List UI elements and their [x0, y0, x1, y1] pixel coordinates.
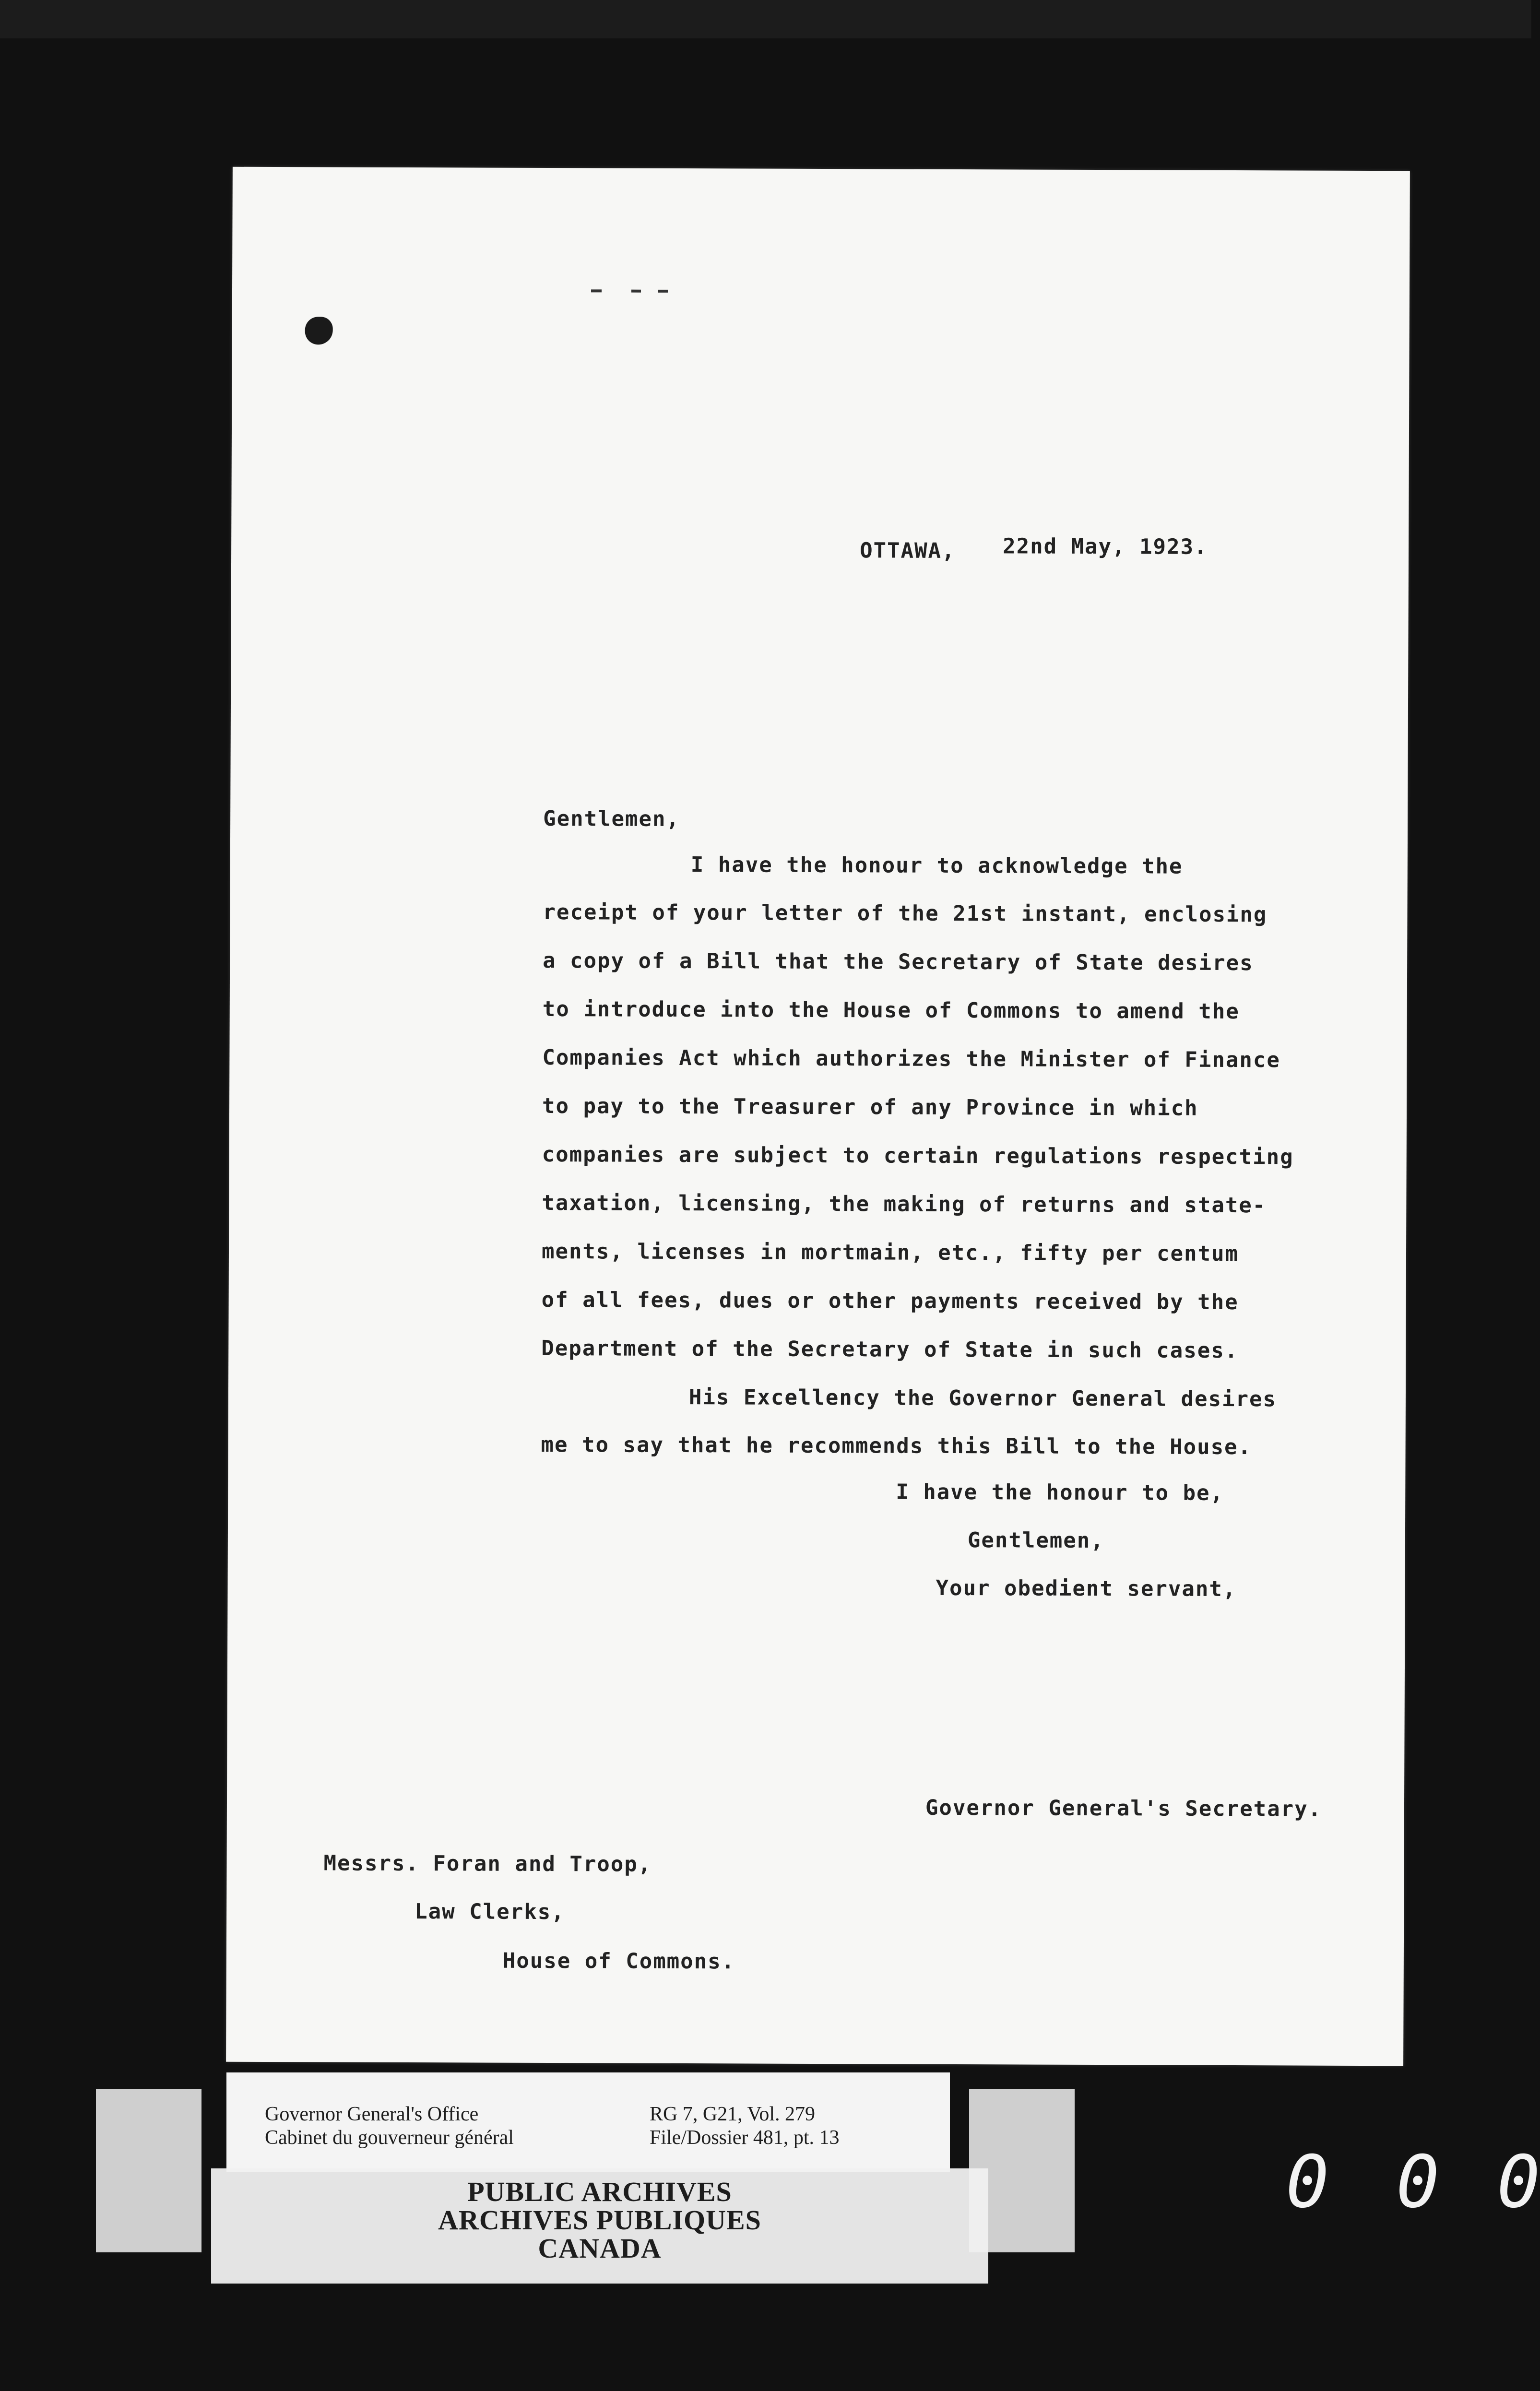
closing-line: Your obedient servant,	[936, 1575, 1237, 1602]
stray-mark	[631, 290, 641, 293]
body-line: to pay to the Treasurer of any Province in which	[542, 1093, 1198, 1121]
frame-number-digit: 0	[1497, 2141, 1540, 2224]
archive-name-fr: ARCHIVES PUBLIQUES	[438, 2204, 761, 2236]
office-name-en: Governor General's Office	[265, 2103, 479, 2125]
archive-name-en: PUBLIC ARCHIVES	[467, 2176, 732, 2207]
archive-reference: File/Dossier 481, pt. 13	[650, 2127, 840, 2149]
closing-line: I have the honour to be,	[896, 1480, 1224, 1505]
body-line: I have the honour to acknowledge the	[690, 852, 1183, 879]
body-line: of all fees, dues or other payments received by the	[541, 1287, 1239, 1315]
body-line: companies are subject to certain regulations respecting	[542, 1142, 1294, 1170]
addressee-line: Law Clerks,	[415, 1899, 565, 1925]
body-line: Department of the Secretary of State in such cases.	[541, 1336, 1239, 1363]
addressee-line: Messrs. Foran and Troop,	[323, 1851, 652, 1877]
film-tab	[96, 2089, 201, 2252]
signature-title: Governor General's Secretary.	[925, 1795, 1322, 1822]
letter-page	[226, 167, 1410, 2066]
salutation: Gentlemen,	[543, 806, 680, 831]
body-line: taxation, licensing, the making of returns and state-	[542, 1190, 1267, 1218]
body-line: His Excellency the Governor General desires	[688, 1385, 1277, 1412]
addressee-line: House of Commons.	[502, 1948, 735, 1974]
office-name-fr: Cabinet du gouverneur général	[265, 2127, 514, 2149]
archive-reference: RG 7, G21, Vol. 279	[650, 2103, 816, 2125]
body-line: receipt of your letter of the 21st instant, enclosing	[543, 900, 1268, 927]
body-line: me to say that he recommends this Bill to the House.	[541, 1432, 1252, 1460]
film-edge	[0, 0, 1531, 38]
closing-line: Gentlemen,	[967, 1528, 1104, 1553]
stray-mark	[591, 289, 602, 292]
ink-blot	[305, 317, 333, 344]
frame-number-digit: 0	[1286, 2141, 1329, 2224]
body-line: a copy of a Bill that the Secretary of State desires	[543, 948, 1254, 976]
stray-mark	[658, 290, 668, 293]
body-line: Companies Act which authorizes the Minister of Finance	[542, 1045, 1280, 1073]
body-line: to introduce into the House of Commons to amend the	[542, 996, 1240, 1024]
dateline-place: OTTAWA,	[860, 538, 956, 563]
body-line: ments, licenses in mortmain, etc., fifty per centum	[541, 1239, 1239, 1267]
archive-country: CANADA	[538, 2233, 662, 2264]
dateline-date: 22nd May, 1923.	[1003, 534, 1208, 559]
frame-number-digit: 0	[1396, 2141, 1440, 2224]
